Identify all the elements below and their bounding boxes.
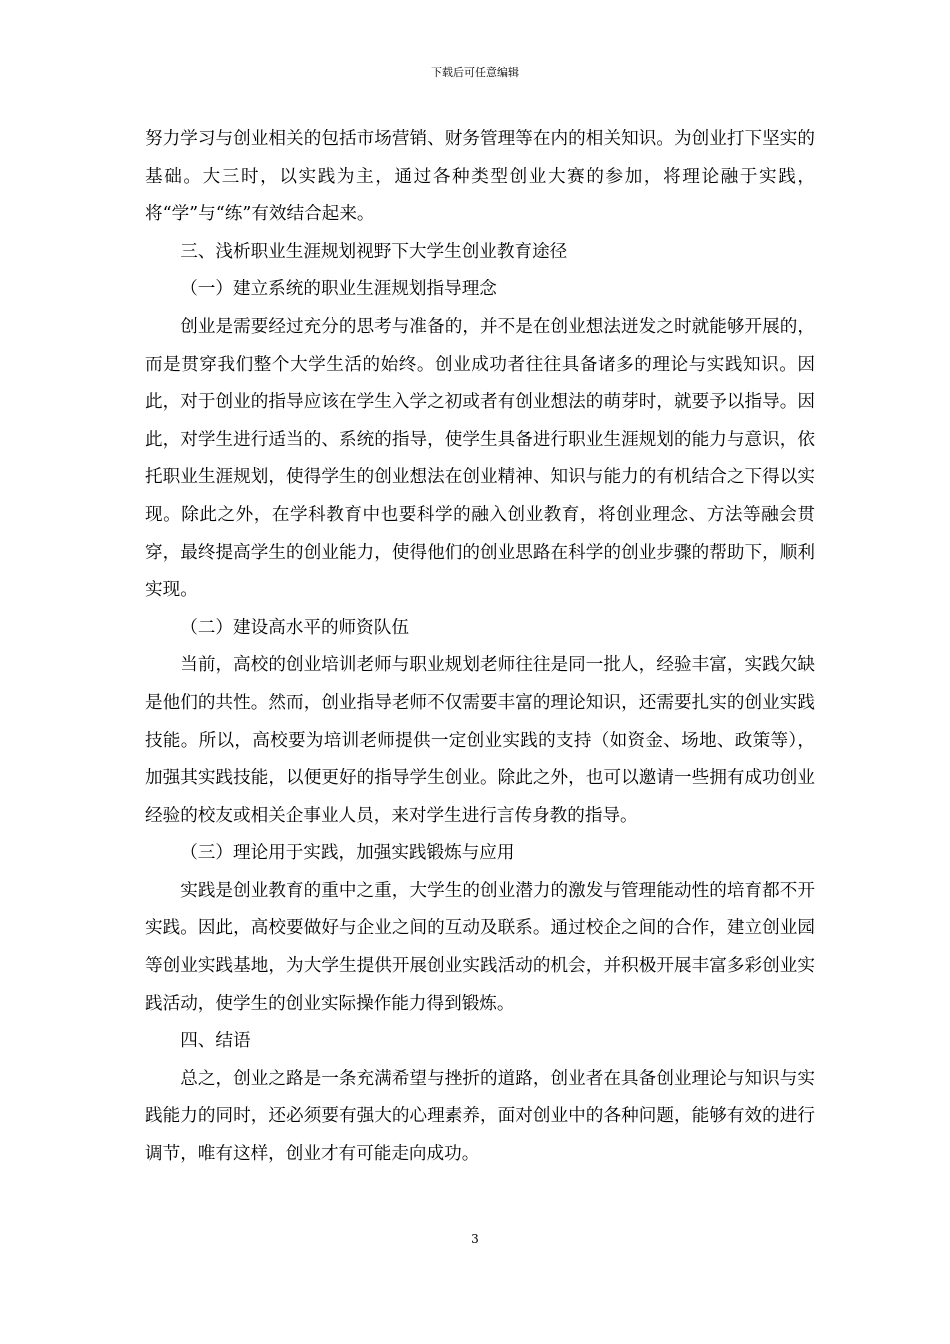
paragraph-continuation: 努力学习与创业相关的包括市场营销、财务管理等在内的相关知识。为创业打下坚实的基础。大三时，以实践为主，通过各种类型创业大赛的参加，将理论融于实践，将“学”与“练”有效结合起来。 (145, 129, 815, 225)
subsection-heading-3: （三）理论用于实践，加强实践锻炼与应用 (180, 843, 515, 864)
paragraph: 创业是需要经过充分的思考与准备的，并不是在创业想法迸发之时就能够开展的，而是贯穿我们整个大学生活的始终。创业成功者往往具备诸多的理论与实践知识。因此，对于创业的指导应该在学生入学之初或者有创业想法的萌芽时，就要予以指导。因此，对学生进行适当的、系统的指导，使学生具备进行职业生涯规划的能力与意识，依托职业生涯规划，使得学生的创业想法在创业精神、知识与能力的有机结合之下得以实现。除此之外，在学科教育中也要科学的融入创业教育，将创业理念、方法等融会贯穿，最终提高学生的创业能力，使得他们的创业思路在科学的创业步骤的帮助下，顺利实现。 (145, 316, 815, 601)
document-body (145, 121, 815, 1174)
page-header: 下载后可任意编辑 (431, 66, 519, 79)
paragraph: 当前，高校的创业培训老师与职业规划老师往往是同一批人，经验丰富，实践欠缺是他们的共性。然而，创业指导老师不仅需要丰富的理论知识，还需要扎实的创业实践技能。所以，高校要为培训老师提供一定创业实践的支持（如资金、场地、政策等），加强其实践技能，以便更好的指导学生创业。除此之外，也可以邀请一些拥有成功创业经验的校友或相关企事业人员，来对学生进行言传身教的指导。 (145, 655, 815, 826)
paragraph: 实践是创业教育的重中之重，大学生的创业潜力的激发与管理能动性的培育都不开实践。因此，高校要做好与企业之间的互动及联系。通过校企之间的合作，建立创业园等创业实践基地，为大学生提供开展创业实践活动的机会，并积极开展丰富多彩创业实践活动，使学生的创业实际操作能力得到锻炼。 (145, 880, 815, 1014)
subsection-heading-2: （二）建设高水平的师资队伍 (180, 617, 409, 638)
section-heading-4: 四、结语 (180, 1031, 251, 1052)
subsection-heading-1: （一）建立系统的职业生涯规划指导理念 (180, 279, 497, 300)
paragraph: 总之，创业之路是一条充满希望与挫折的道路，创业者在具备创业理论与知识与实践能力的同时，还必须要有强大的心理素养，面对创业中的各种问题，能够有效的进行调节，唯有这样，创业才有可能走向成功。 (145, 1068, 815, 1165)
section-heading-3: 三、浅析职业生涯规划视野下大学生创业教育途径 (180, 241, 568, 262)
page-number: 3 (471, 1232, 479, 1246)
